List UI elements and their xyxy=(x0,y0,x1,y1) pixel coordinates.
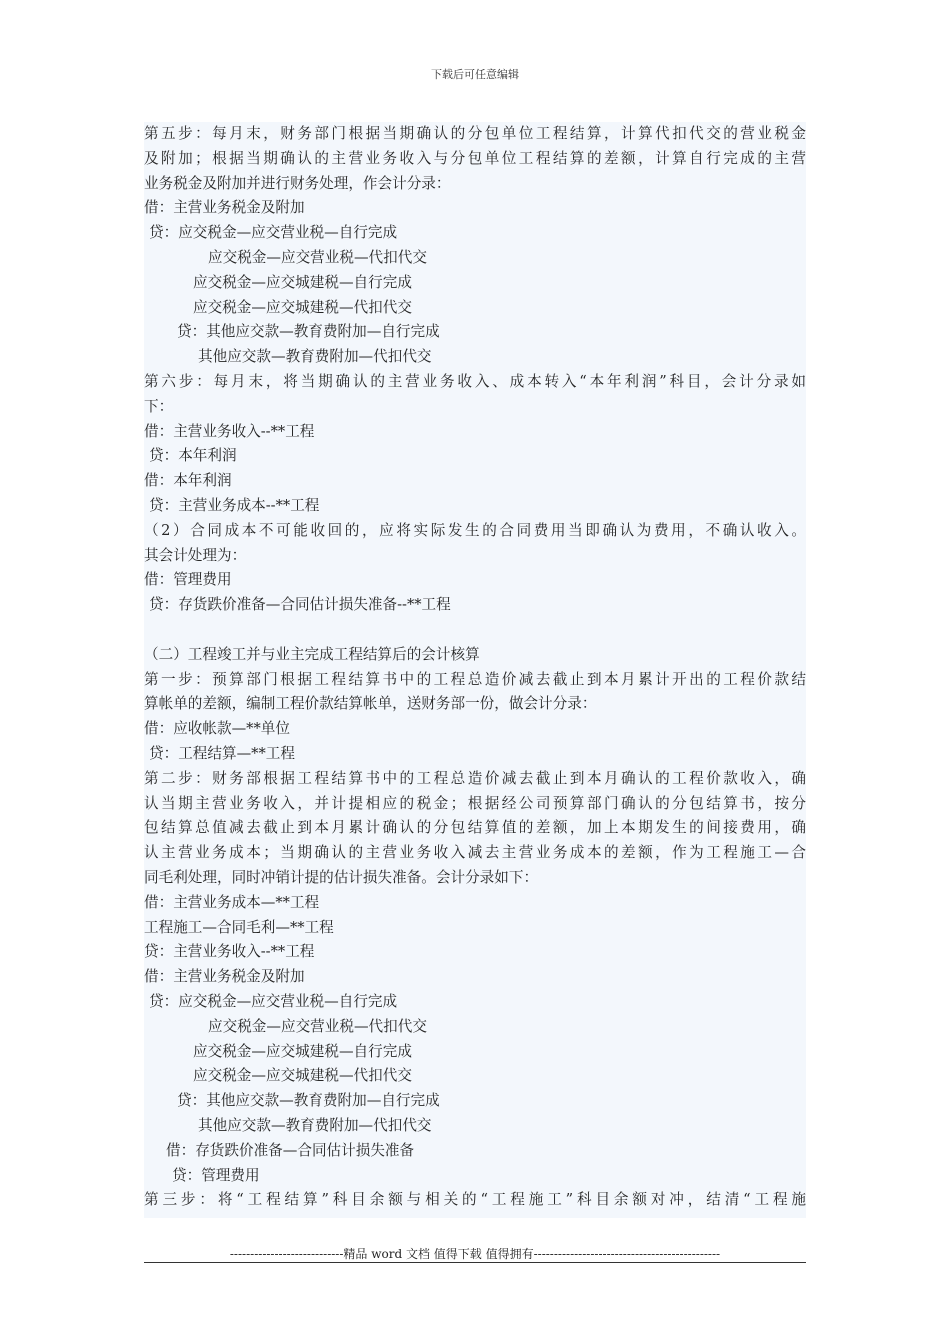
text-line: 贷：主营业务成本--**工程 xyxy=(149,497,320,514)
text-line: 贷：主营业务收入--**工程 xyxy=(144,943,315,961)
text-line: 贷：其他应交款—教育费附加—自行完成 xyxy=(177,323,440,341)
page-header: 下载后可任意编辑 xyxy=(431,68,519,81)
text-line: 借：主营业务成本—**工程 xyxy=(144,893,320,911)
text-line: 及附加；根据当期确认的主营业务收入与分包单位工程结算的差额，计算自行完成的主营 xyxy=(144,149,806,167)
text-line: 借：主营业务收入--**工程 xyxy=(144,422,315,440)
text-line: 贷：应交税金—应交营业税—自行完成 xyxy=(149,224,398,242)
text-line: 借：本年利润 xyxy=(144,472,232,490)
text-line: 第二步：财务部根据工程结算书中的工程总造价减去截止到本月确认的工程价款收入，确 xyxy=(144,769,806,787)
text-line: 其会计处理为： xyxy=(144,546,247,564)
text-line: 其他应交款—教育费附加—代扣代交 xyxy=(198,1117,432,1134)
text-line: 下： xyxy=(144,397,174,415)
text-line: 贷：本年利润 xyxy=(149,447,237,465)
text-line: 应交税金—应交城建税—自行完成 xyxy=(193,273,412,291)
text-line: 借：主营业务税金及附加 xyxy=(144,199,305,217)
text-line: 同毛利处理，同时冲销计提的估计损失准备。会计分录如下： xyxy=(144,869,539,886)
section-heading: （二）工程竣工并与业主完成工程结算后的会计核算 xyxy=(144,645,480,663)
text-line: 第六步：每月末，将当期确认的主营业务收入、成本转入“本年利润”科目，会计分录如 xyxy=(144,373,806,390)
text-line: 应交税金—应交城建税—自行完成 xyxy=(193,1042,412,1060)
text-line: 其他应交款—教育费附加—代扣代交 xyxy=(198,348,432,366)
text-line: 借：管理费用 xyxy=(144,571,232,589)
text-line: 借：应收帐款—**单位 xyxy=(144,720,290,738)
text-line: 第五步：每月末，财务部门根据当期确认的分包单位工程结算，计算代扣代交的营业税金 xyxy=(144,125,806,142)
text-line: 认当期主营业务收入，并计提相应的税金；根据经公司预算部门确认的分包结算书，按分 xyxy=(144,794,806,812)
text-line: 应交税金—应交城建税—代扣代交 xyxy=(193,1067,412,1085)
text-line: 工程施工—合同毛利—**工程 xyxy=(144,918,334,936)
text-line: 借：主营业务税金及附加 xyxy=(144,968,305,986)
text-line: 贷：工程结算—**工程 xyxy=(149,745,295,762)
text-line: 贷：其他应交款—教育费附加—自行完成 xyxy=(177,1092,440,1110)
document-body xyxy=(144,122,806,1218)
text-line: 业务税金及附加并进行财务处理，作会计分录： xyxy=(144,174,451,192)
text-line: 贷：存货跌价准备—合同估计损失准备--**工程 xyxy=(149,596,451,614)
text-line: 认主营业务成本；当期确认的主营业务收入减去主营业务成本的差额，作为工程施工—合 xyxy=(144,844,806,862)
text-line: 包结算总值减去截止到本月累计确认的分包结算值的差额，加上本期发生的间接费用，确 xyxy=(144,819,806,837)
footer-divider xyxy=(144,1262,806,1263)
text-line: （2）合同成本不可能收回的，应将实际发生的合同费用当即确认为费用，不确认收入。 xyxy=(144,521,806,539)
text-line: 应交税金—应交营业税—代扣代交 xyxy=(208,249,427,266)
text-line: 算帐单的差额，编制工程价款结算帐单，送财务部一份，做会计分录： xyxy=(144,695,597,713)
text-line: 应交税金—应交营业税—代扣代交 xyxy=(208,1017,427,1035)
text-line: 借：存货跌价准备—合同估计损失准备 xyxy=(166,1141,415,1159)
text-line: 第一步：预算部门根据工程结算书中的工程总造价减去截止到本月累计开出的工程价款结 xyxy=(144,670,806,688)
text-line: 第三步：将“工程结算”科目余额与相关的“工程施工”科目余额对冲，结清“工程施 xyxy=(144,1191,806,1209)
text-line: 应交税金—应交城建税—代扣代交 xyxy=(193,298,412,316)
text-line: 贷：应交税金—应交营业税—自行完成 xyxy=(149,993,398,1010)
text-line: 贷：管理费用 xyxy=(172,1166,260,1184)
page-footer: ----------------------------精品 word 文档 值得下载 值得拥有---------------------------------------------- xyxy=(229,1247,721,1261)
